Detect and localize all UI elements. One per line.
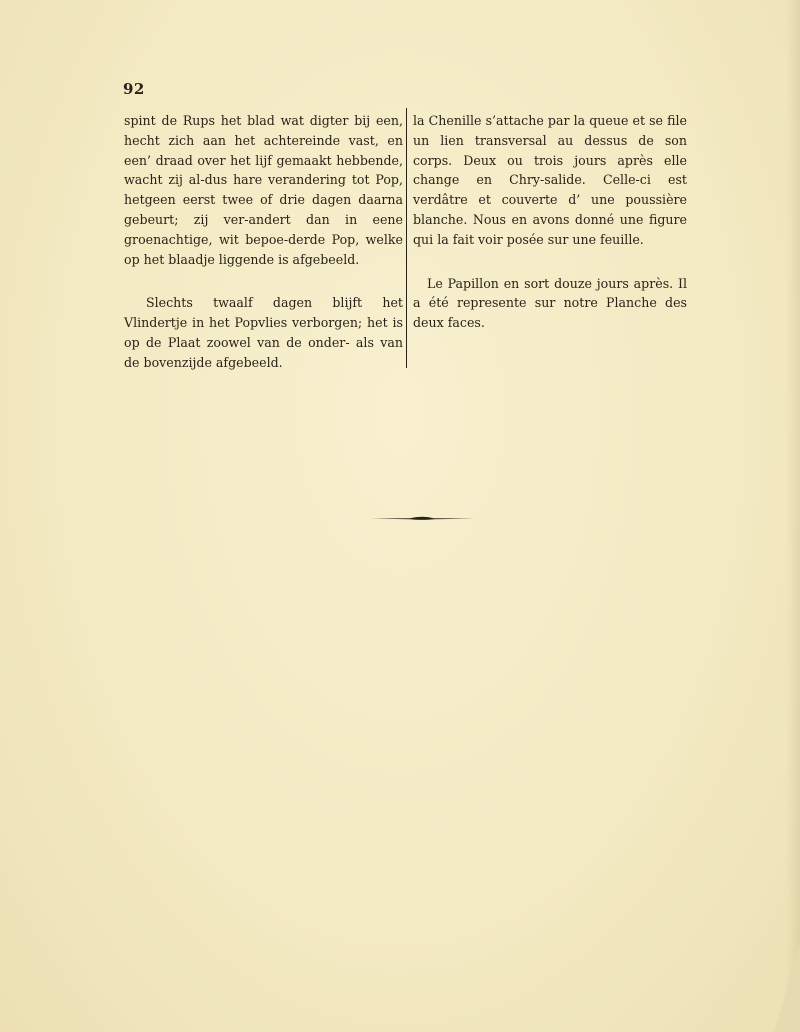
dutch-column [124,111,403,373]
french-column [413,111,687,333]
page-corner-fold [774,942,800,1032]
dutch-paragraph-2: Slechts twaalf dagen blijft het Vlindertje in het Popvlies verborgen; het is op de Plaat zoowel van de onder- als van de bovenzijde afgebeeld. [124,295,403,370]
french-paragraph-2: Le Papillon en sort douze jours après. Il a été represente sur notre Planche des deux faces. [413,275,687,331]
page-number: 92 [123,80,145,98]
page-edge-shadow [786,0,800,1032]
column-divider [406,108,407,368]
dutch-paragraph-1: spint de Rups het blad wat digter bij een, hecht zich aan het achtereinde vast, en een’ draad over het lijf gemaakt hebbende, wacht zij al-dus hare verandering tot Pop, hetgeen eerst twee of drie dagen daarna gebeurt; zij ver-andert dan in eene groenachtige, wit bepoe-derde Pop, welke op het blaadje liggende is afgebeeld. [124,113,403,267]
end-ornament [370,515,474,521]
french-paragraph-1: la Chenille s’attache par la queue et se file un lien transversal au dessus de son corps. Deux ou trois jours après elle change en Chry-salide. Celle-ci est verdâtre et couverte d’ une poussière blanche. Nous en avons donné une figure qui la fait voir posée sur une feuille. [413,113,687,247]
